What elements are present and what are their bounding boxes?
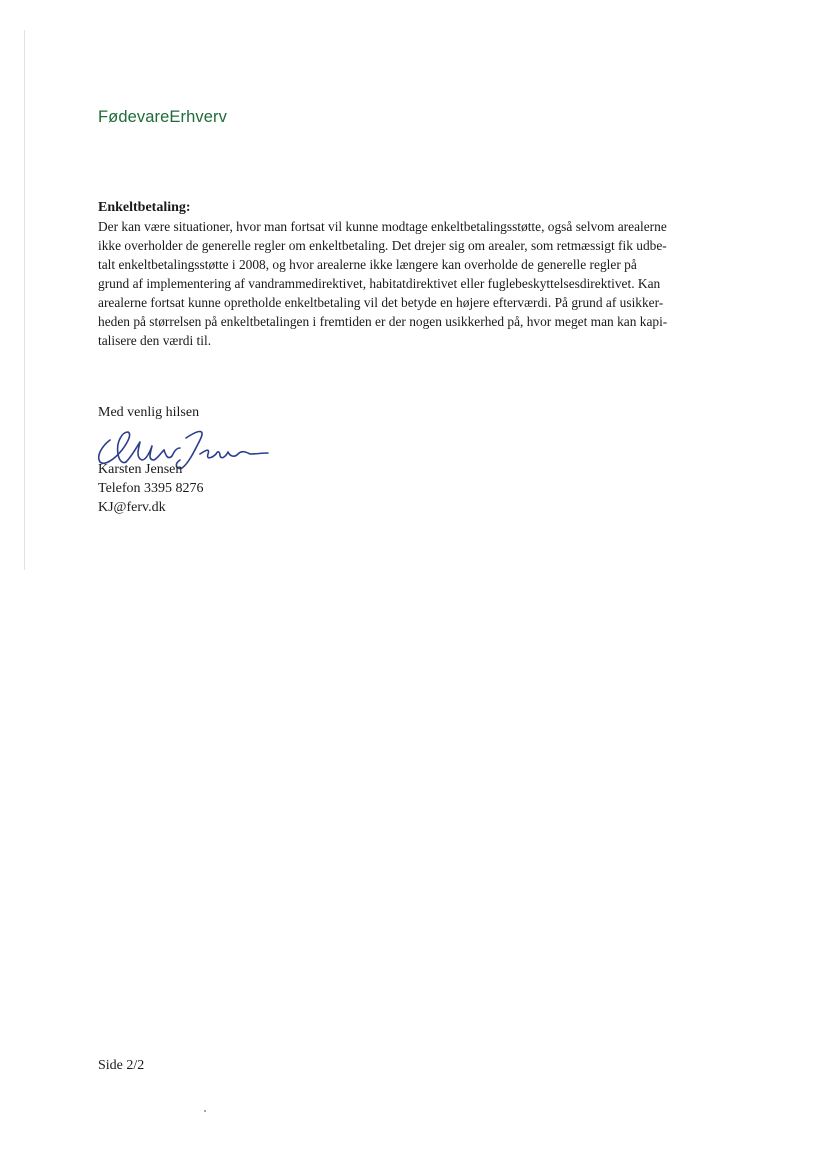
scan-edge-line bbox=[24, 30, 25, 570]
scan-speck bbox=[204, 1110, 206, 1112]
company-logo: FødevareErhverv bbox=[98, 108, 227, 126]
body-line: heden på størrelsen på enkeltbetalingen i fremtiden er der nogen usikkerhed på, hvor meget man kan kapi- bbox=[98, 314, 668, 329]
signer-phone: Telefon 3395 8276 bbox=[98, 481, 204, 496]
body-line: arealerne fortsat kunne opretholde enkeltbetaling vil det betyde en højere efterværdi. På grund af usikker- bbox=[98, 295, 664, 310]
body-line: talt enkeltbetalingsstøtte i 2008, og hvor arealerne ikke længere kan overholde de generelle regler på bbox=[98, 257, 637, 272]
body-line: Der kan være situationer, hvor man fortsat vil kunne modtage enkeltbetalingsstøtte, også selvom arealerne bbox=[98, 219, 667, 234]
enkeltbetaling-section bbox=[98, 198, 738, 350]
signer-email: KJ@ferv.dk bbox=[98, 500, 166, 515]
page-number: Side 2/2 bbox=[98, 1058, 145, 1073]
closing-greeting: Med venlig hilsen bbox=[98, 405, 200, 420]
signer-name: Karsten Jensen bbox=[98, 462, 183, 477]
body-line: grund af implementering af vandrammedirektivet, habitatdirektivet eller fuglebeskyttelsesdirektivet. Kan bbox=[98, 276, 661, 291]
contact-block bbox=[98, 460, 204, 517]
body-line: ikke overholder de generelle regler om enkeltbetaling. Det drejer sig om arealer, som retmæssigt fik udbe- bbox=[98, 238, 667, 253]
section-heading: Enkeltbetaling: bbox=[98, 200, 191, 215]
body-line: talisere den værdi til. bbox=[98, 333, 212, 348]
section-body bbox=[98, 217, 738, 350]
